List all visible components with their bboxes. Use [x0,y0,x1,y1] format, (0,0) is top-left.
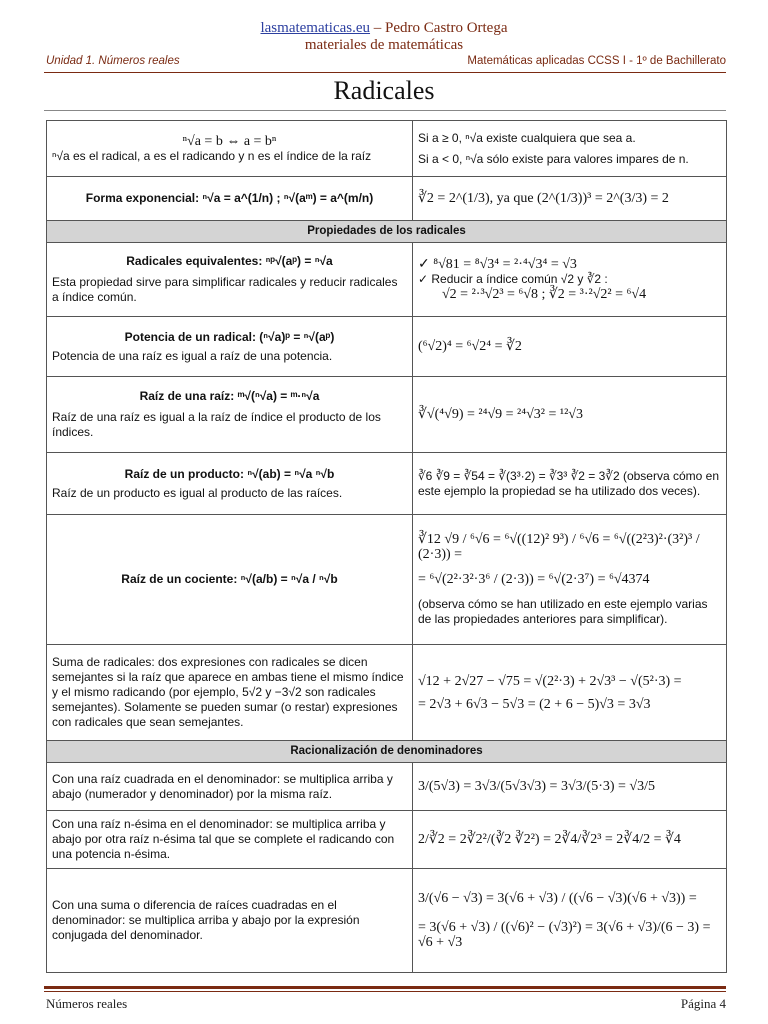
row-power [47,317,727,377]
page-number: Página 4 [680,996,726,1011]
product-title: Raíz de un producto: ⁿ√(ab) = ⁿ√a ⁿ√b [124,466,335,481]
product-left [47,453,413,515]
row-rat-square [47,763,727,811]
row-equivalent [47,243,727,317]
quotient-right-3: (observa cómo se han utilizado en este ejemplo varias de las propiedades anteriores para simplificar). [418,597,708,626]
product-right: ∛6 ∛9 = ∛54 = ∛(3³·2) = ∛3³ ∛2 = 3∛2 (observa cómo en este ejemplo la propiedad se ha utilizado dos veces). [413,453,727,515]
equiv-right [413,243,727,317]
page-title: Radicales [333,76,435,105]
footer-divider-thin [44,991,726,992]
unit-row [46,55,726,71]
rat3-left: Con una suma o diferencia de raíces cuadradas en el denominador: se multiplica arriba y abajo por la expresión conjugada del denominador. [47,869,413,973]
page-footer [46,996,726,1012]
def-left [47,121,413,177]
sum-right-1: √12 + 2√27 − √75 = √(2²·3) + 2√3³ − √(5²·3) = [418,673,682,689]
def-right [413,121,727,177]
site-subtitle: materiales de matemáticas [304,37,464,53]
section-rationalization [47,741,727,763]
product-text: Raíz de un producto es igual al producto de las raíces. [52,485,343,500]
section-properties [47,221,727,243]
section-rationalization-title: Racionalización de denominadores [47,741,727,763]
def-right-2: Si a < 0, ⁿ√a sólo existe para valores impares de n. [418,151,689,166]
row-product [47,453,727,515]
rat2-right: 2/∛2 = 2∛2²/(∛2 ∛2²) = 2∛4/∛2³ = 2∛4/2 = ∛4 [413,811,727,869]
equiv-right-2: ✓ Reducir a índice común √2 y ∛2 : [418,272,608,286]
course-label: Matemáticas aplicadas CCSS I - 1º de Bachillerato [467,55,726,67]
rat2-left: Con una raíz n-ésima en el denominador: se multiplica arriba y abajo por otra raíz n-ésima tal que se complete el radicando con una potencia n-ésima. [47,811,413,869]
sum-left: Suma de radicales: dos expresiones con radicales se dicen semejantes si la raíz que aparece en ambas tiene el mismo índice y el mismo radicando (por ejemplo, 5√2 y −3√2 son radicales semejantes). Solamente se pueden sumar (o restar) expresiones con radicales que sean semejantes. [47,645,413,741]
header-divider [44,72,726,73]
row-quotient [47,515,727,645]
row-exponential [47,177,727,221]
sum-right [413,645,727,741]
equiv-left [47,243,413,317]
quotient-right [413,515,727,645]
row-sum [47,645,727,741]
def-text: ⁿ√a es el radical, a es el radicando y n es el índice de la raíz [52,148,372,163]
power-left [47,317,413,377]
unit-label: Unidad 1. Números reales [46,55,180,67]
sum-right-2: = 2√3 + 6√3 − 5√3 = (2 + 6 − 5)√3 = 3√3 [418,696,651,712]
footer-divider-thick [44,986,726,989]
equiv-right-3: √2 = ²·³√2³ = ⁶√8 ; ∛2 = ³·²√2² = ⁶√4 [442,287,647,302]
root-text: Raíz de una raíz es igual a la raíz de índice el producto de los índices. [52,410,381,439]
exp-right: ∛2 = 2^(1/3), ya que (2^(1/3))³ = 2^(3/3) = 2 [413,177,727,221]
rat3-right-2: = 3(√6 + √3) / ((√6)² − (√3)²) = 3(√6 + √3)/(6 − 3) = √6 + √3 [418,920,711,950]
equiv-right-1: ✓ ⁸√81 = ⁸√3⁴ = ²·⁴√3⁴ = √3 [418,257,577,272]
power-right: (⁶√2)⁴ = ⁶√2⁴ = ∛2 [413,317,727,377]
root-right: ∛√(⁴√9) = ²⁴√9 = ²⁴√3² = ¹²√3 [413,377,727,453]
site-link[interactable]: lasmatematicas.eu [260,20,371,36]
author: – Pedro Castro Ortega [373,20,508,36]
rat1-right: 3/(5√3) = 3√3/(5√3√3) = 3√3/(5·3) = √3/5 [413,763,727,811]
quotient-right-1: ∛12 √9 / ⁶√6 = ⁶√((12)² 9³) / ⁶√6 = ⁶√((2²3)²·(3²)³ / (2·3)) = [418,532,700,562]
quotient-right-2: = ⁶√(2²·3²·3⁶ / (2·3)) = ⁶√(2·3⁷) = ⁶√4374 [418,572,650,587]
row-root-of-root [47,377,727,453]
row-rat-nth [47,811,727,869]
radicals-table [46,120,727,973]
rat3-right [413,869,727,973]
section-properties-title: Propiedades de los radicales [47,221,727,243]
power-text: Potencia de una raíz es igual a raíz de una potencia. [52,348,333,363]
title-divider [44,110,726,111]
rat1-left: Con una raíz cuadrada en el denominador: se multiplica arriba y abajo (numerador y denominador) por la misma raíz. [47,763,413,811]
site-header [0,20,768,54]
equiv-title: Radicales equivalentes: ⁿᵖ√(aᵖ) = ⁿ√a [126,254,333,268]
power-title: Potencia de un radical: (ⁿ√a)ᵖ = ⁿ√(aᵖ) [124,329,335,344]
def-right-1: Si a ≥ 0, ⁿ√a existe cualquiera que sea a. [418,130,636,145]
root-left [47,377,413,453]
rat3-right-1: 3/(√6 − √3) = 3(√6 + √3) / ((√6 − √3)(√6 + √3)) = [418,891,697,906]
row-definition [47,121,727,177]
root-title: Raíz de una raíz: ᵐ√(ⁿ√a) = ᵐ·ⁿ√a [139,389,320,403]
footer-section: Números reales [46,996,128,1011]
def-formula: ⁿ√a = b ⇔ a = bⁿ [182,133,277,149]
row-rat-conjugate [47,869,727,973]
exp-left: Forma exponencial: ⁿ√a = a^(1/n) ; ⁿ√(aᵐ) = a^(m/n) [47,177,413,221]
quotient-title: Raíz de un cociente: ⁿ√(a/b) = ⁿ√a / ⁿ√b [47,515,413,645]
equiv-text: Esta propiedad sirve para simplificar radicales y reducir radicales a índice común. [52,275,398,304]
